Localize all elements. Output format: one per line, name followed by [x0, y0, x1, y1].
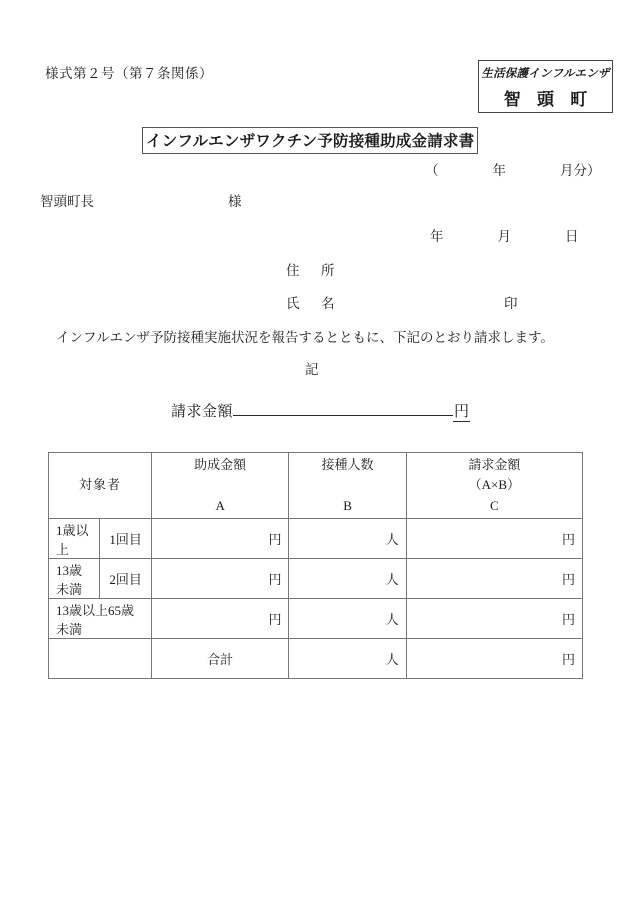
table-row [49, 519, 583, 559]
row-claim-amount-3[interactable]: 円 [406, 599, 582, 639]
row-vaccinated-count-1[interactable]: 人 [289, 519, 406, 559]
row-total-claim-amount[interactable]: 円 [406, 639, 582, 679]
claim-amount-input[interactable] [233, 398, 453, 416]
applicant-address-label: 住 所 [286, 263, 339, 278]
table-header-vaccinated-count-code: B [343, 497, 352, 513]
table-header-target: 対象者 [49, 453, 152, 519]
table-row [49, 559, 583, 599]
row-target-main-2: 13歳未満 [49, 559, 100, 599]
page-title: インフルエンザワクチン予防接種助成金請求書 [142, 127, 478, 154]
table-header-claim-amount-code: C [489, 497, 499, 513]
row-claim-amount-2[interactable]: 円 [406, 559, 582, 599]
row-vaccinated-count-3[interactable]: 人 [289, 599, 406, 639]
seal-mark: 印 [504, 296, 518, 311]
table-header-vaccinated-count [289, 453, 406, 519]
row-subsidy-amount-3[interactable]: 円 [151, 599, 289, 639]
row-vaccinated-count-2[interactable]: 人 [289, 559, 406, 599]
issuer-subtitle: 生活保護インフルエンザ [481, 68, 610, 80]
row-target-sub-2: 2回目 [100, 559, 151, 599]
claim-amount-unit: 円 [454, 404, 470, 420]
ki-mark: 記 [305, 362, 319, 377]
form-number: 様式第２号（第７条関係） [45, 66, 213, 81]
table-header-row [49, 453, 583, 519]
applicant-name-label: 氏 名 [286, 296, 339, 311]
table-header-claim-amount-label: 請求金額 [468, 457, 521, 473]
claim-amount-label: 請求金額 [171, 404, 234, 420]
statement-text: インフルエンザ予防接種実施状況を報告するとともに、下記のとおり請求します。 [56, 330, 554, 345]
issuer-stamp-box [478, 60, 613, 113]
row-target-main-1: 1歳以上 [49, 519, 100, 559]
row-subsidy-amount-1[interactable]: 円 [151, 519, 289, 559]
table-row [49, 599, 583, 639]
claim-amount-line [171, 398, 470, 422]
row-target-main-3: 13歳以上65歳未満 [49, 599, 152, 639]
table-header-vaccinated-count-label: 接種人数 [321, 457, 374, 473]
row-total-label: 合計 [151, 639, 289, 679]
period-line: （ 年 月分） [425, 163, 601, 178]
table-header-subsidy-amount-code: A [215, 497, 225, 513]
addressee-recipient: 智頭町長 [40, 194, 94, 209]
addressee-honorific: 様 [228, 194, 242, 209]
table-header-claim-amount-formula: （A×B） [468, 477, 521, 493]
claim-table [48, 452, 583, 679]
issuer-municipality-name: 智 頭 町 [503, 90, 594, 109]
row-target-sub-1: 1回目 [100, 519, 151, 559]
row-target-main-4 [49, 639, 152, 679]
row-claim-amount-1[interactable]: 円 [406, 519, 582, 559]
row-subsidy-amount-2[interactable]: 円 [151, 559, 289, 599]
applicant-date-line: 年 月 日 [430, 229, 579, 244]
table-header-claim-amount [406, 453, 582, 519]
table-total-row [49, 639, 583, 679]
row-total-vaccinated-count[interactable]: 人 [289, 639, 406, 679]
table-header-subsidy-amount [151, 453, 289, 519]
table-header-subsidy-amount-label: 助成金額 [194, 457, 247, 473]
